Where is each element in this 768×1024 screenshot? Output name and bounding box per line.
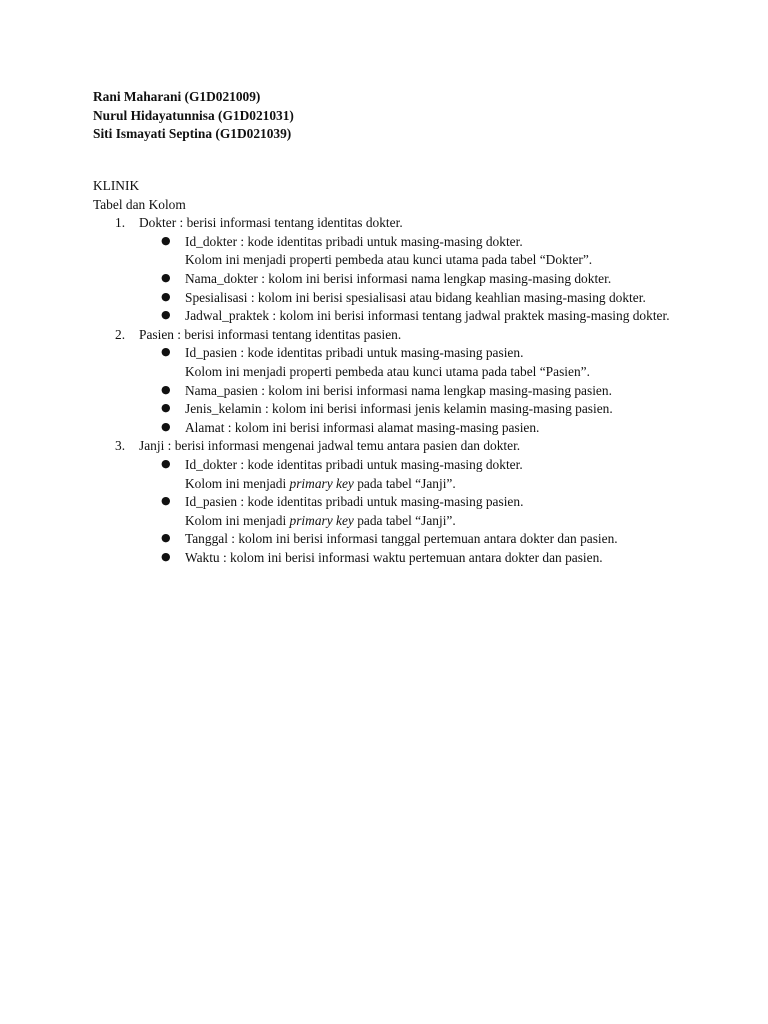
author-name: Nurul Hidayatunnisa (G1D021031): [93, 107, 294, 123]
bullet-icon: ●: [161, 419, 171, 433]
column-description: Id_pasien : kode identitas pribadi untuk masing-masing pasien.: [185, 494, 524, 510]
column-description: Id_dokter : kode identitas pribadi untuk masing-masing dokter.: [185, 233, 523, 249]
column-note: Kolom ini menjadi primary key pada tabel “Janji”.: [185, 512, 456, 528]
table-item-janji: [93, 437, 675, 567]
column-item: [139, 419, 675, 438]
column-description: Jadwal_praktek : kolom ini berisi informasi tentang jadwal praktek masing-masing dokter.: [185, 308, 670, 324]
column-item: [139, 400, 675, 419]
column-description: Spesialisasi : kolom ini berisi spesialisasi atau bidang keahlian masing-masing dokter.: [185, 289, 646, 305]
bullet-icon: ●: [161, 494, 171, 508]
table-item-pasien: [93, 326, 675, 438]
table-item-dokter: [93, 214, 675, 326]
table-title: Pasien : berisi informasi tentang identitas pasien.: [139, 326, 402, 342]
column-list: [139, 233, 675, 326]
column-item: [139, 270, 675, 289]
column-item: [139, 233, 675, 270]
column-item: [139, 549, 675, 568]
table-list: [93, 214, 675, 567]
list-number: 3.: [115, 438, 126, 454]
author-name: Rani Maharani (G1D021009): [93, 89, 261, 104]
column-description: Waktu : kolom ini berisi informasi waktu pertemuan antara dokter dan pasien.: [185, 549, 603, 565]
column-item: [139, 530, 675, 549]
document-heading: KLINIK: [93, 178, 140, 193]
bullet-icon: ●: [161, 270, 171, 284]
list-number: 1.: [115, 215, 126, 231]
column-note: Kolom ini menjadi properti pembeda atau kunci utama pada tabel “Pasien”.: [185, 363, 590, 379]
column-item: [139, 307, 675, 326]
bullet-icon: ●: [161, 308, 171, 322]
table-title: Janji : berisi informasi mengenai jadwal temu antara pasien dan dokter.: [139, 438, 521, 454]
bullet-icon: ●: [161, 401, 171, 415]
table-title: Dokter : berisi informasi tentang identitas dokter.: [139, 215, 403, 231]
column-description: Jenis_kelamin : kolom ini berisi informasi jenis kelamin masing-masing pasien.: [185, 401, 613, 417]
column-item: [139, 493, 675, 530]
bullet-icon: ●: [161, 456, 171, 470]
column-item: [139, 382, 675, 401]
column-description: Tanggal : kolom ini berisi informasi tanggal pertemuan antara dokter dan pasien.: [185, 531, 618, 547]
column-item: [139, 289, 675, 308]
column-description: Id_pasien : kode identitas pribadi untuk masing-masing pasien.: [185, 345, 524, 361]
bullet-icon: ●: [161, 233, 171, 247]
document-body: [93, 177, 675, 567]
column-description: Alamat : kolom ini berisi informasi alamat masing-masing pasien.: [185, 419, 540, 435]
author-name: Siti Ismayati Septina (G1D021039): [93, 126, 292, 142]
column-list: [139, 456, 675, 568]
column-description: Nama_dokter : kolom ini berisi informasi nama lengkap masing-masing dokter.: [185, 270, 612, 286]
column-note: Kolom ini menjadi properti pembeda atau kunci utama pada tabel “Dokter”.: [185, 252, 593, 268]
author-list: [93, 88, 294, 144]
column-note: Kolom ini menjadi primary key pada tabel “Janji”.: [185, 475, 456, 491]
list-number: 2.: [115, 326, 126, 342]
column-item: [139, 344, 675, 381]
column-item: [139, 456, 675, 493]
bullet-icon: ●: [161, 382, 171, 396]
column-list: [139, 344, 675, 437]
column-description: Id_dokter : kode identitas pribadi untuk masing-masing dokter.: [185, 456, 523, 472]
column-description: Nama_pasien : kolom ini berisi informasi nama lengkap masing-masing pasien.: [185, 382, 612, 398]
bullet-icon: ●: [161, 345, 171, 359]
bullet-icon: ●: [161, 549, 171, 563]
bullet-icon: ●: [161, 531, 171, 545]
document-subheading: Tabel dan Kolom: [93, 196, 186, 212]
bullet-icon: ●: [161, 289, 171, 303]
